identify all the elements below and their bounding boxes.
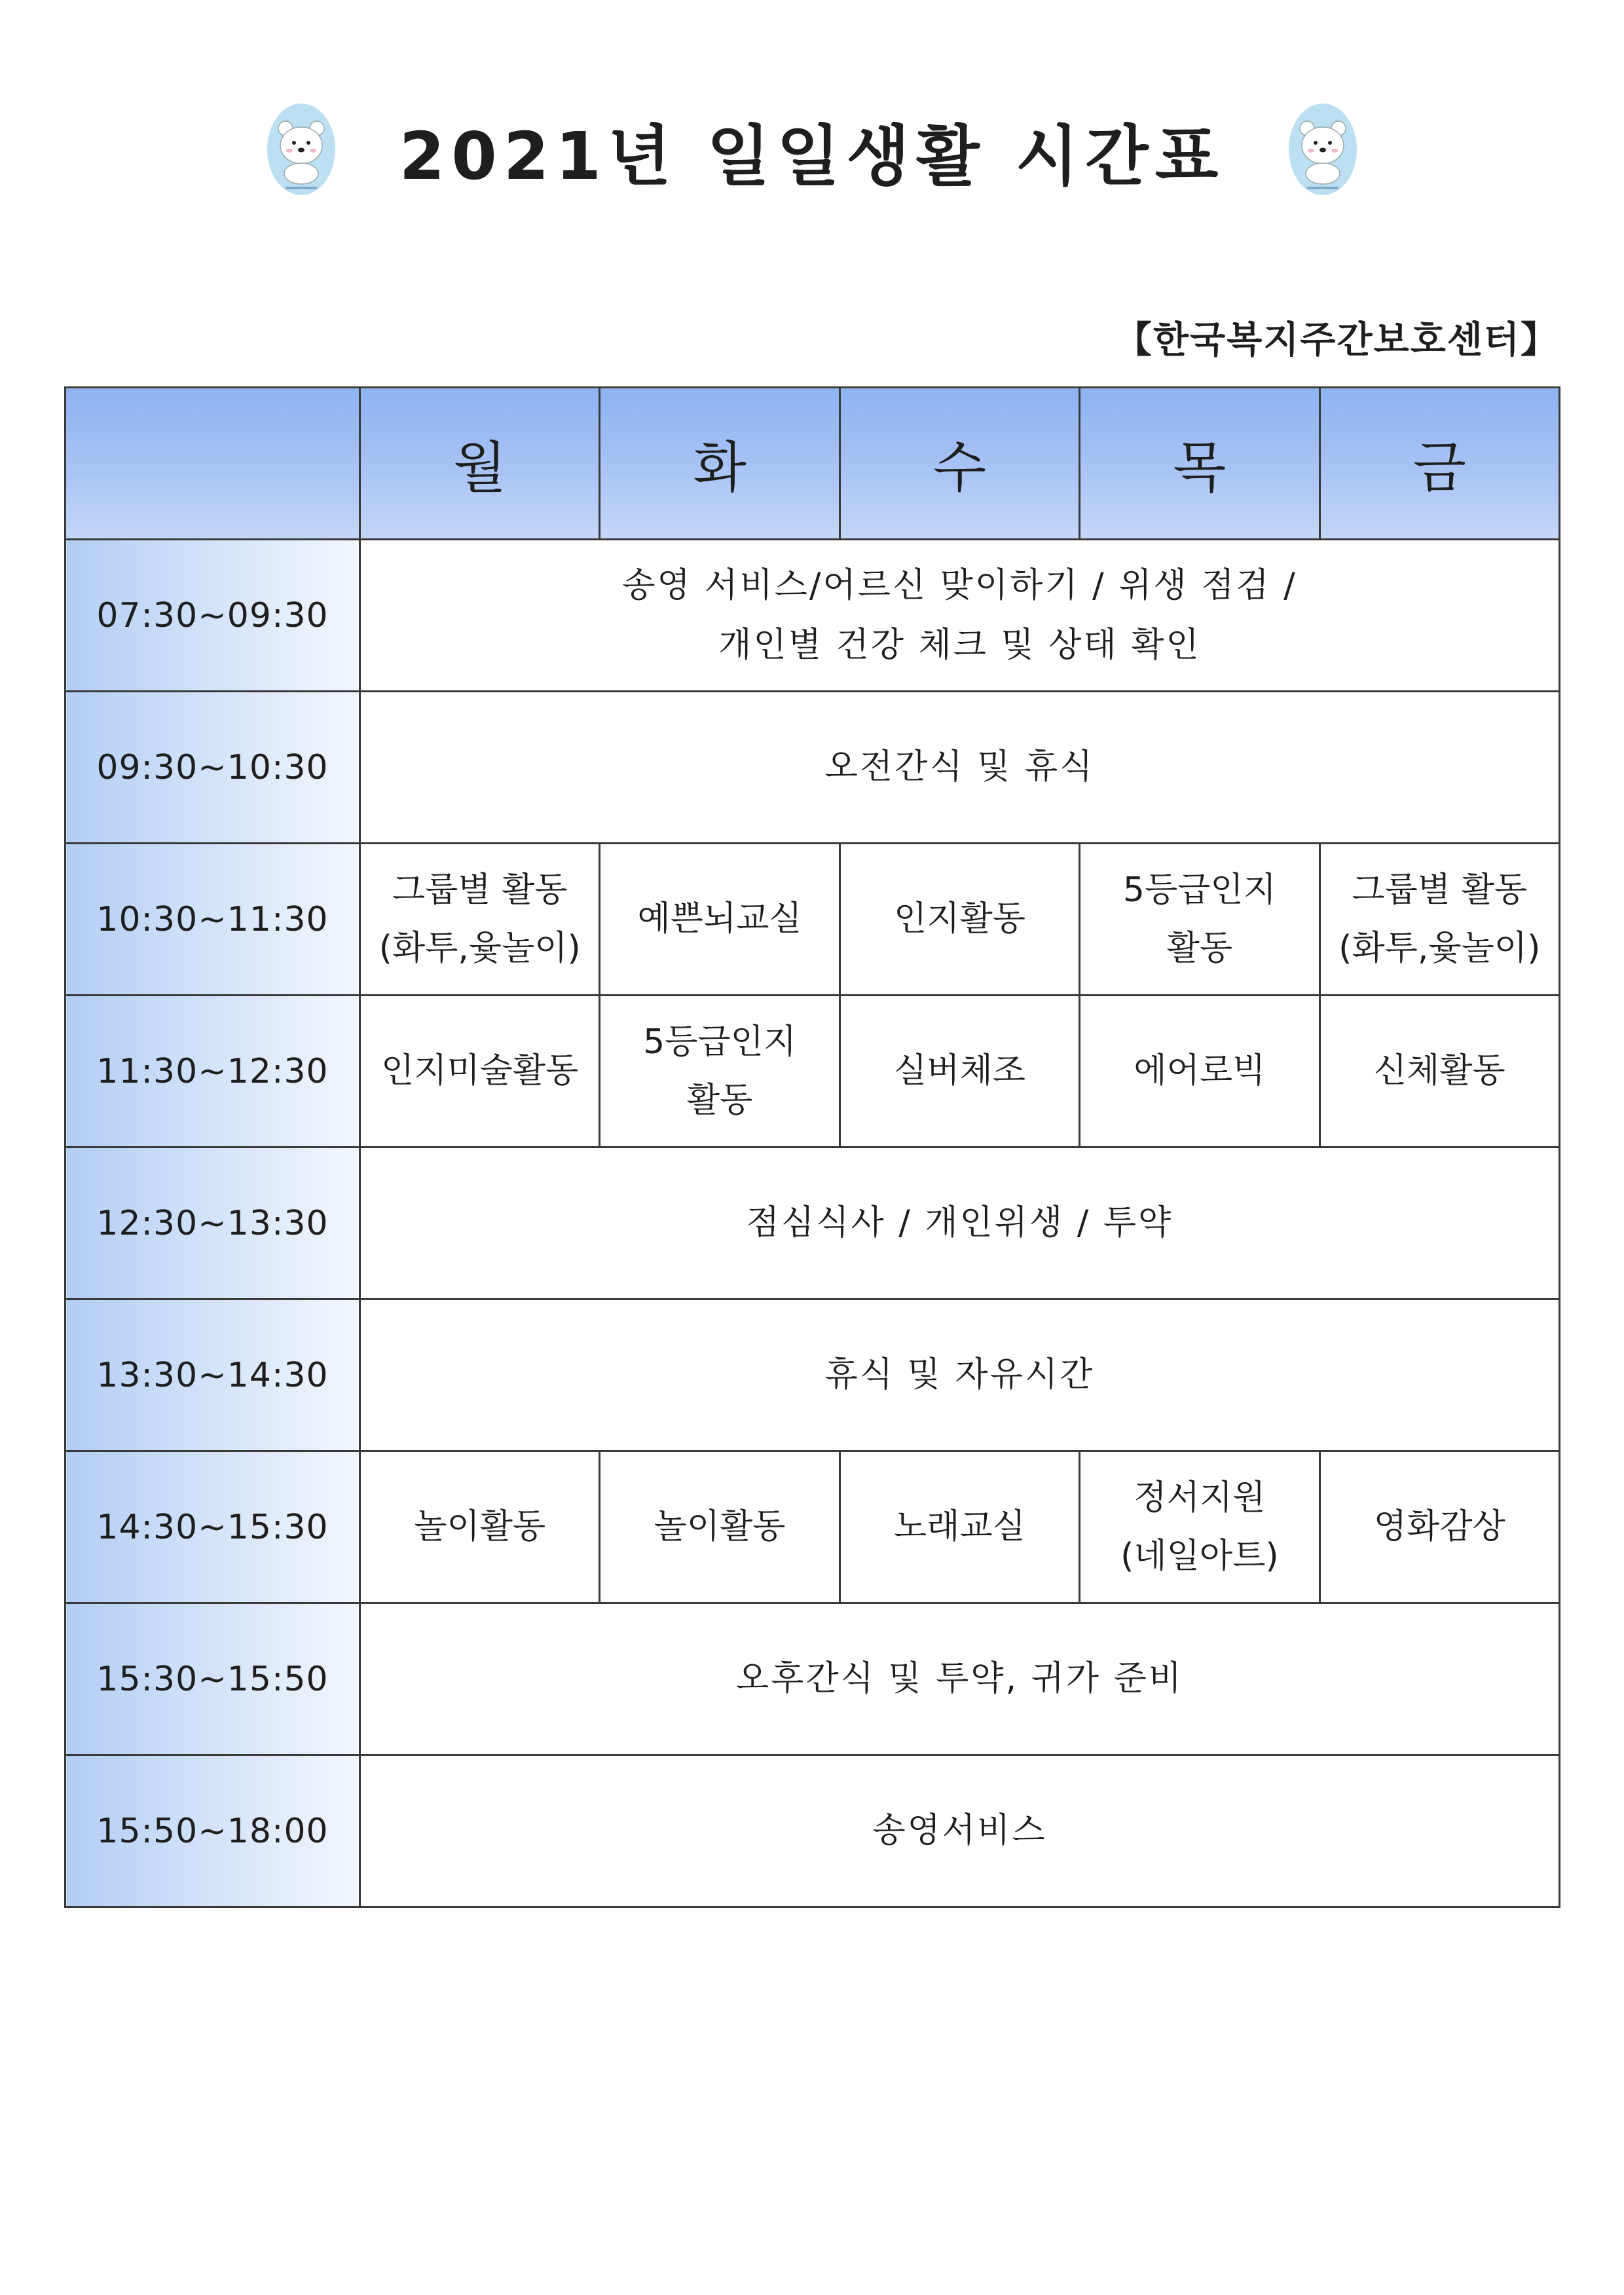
activity-cell-wed: [840, 1451, 1079, 1603]
activity-cell-fri: [1320, 1451, 1559, 1603]
activity-line: 에어로빅: [1134, 1051, 1266, 1091]
activity-line: 인지미술활동: [380, 1051, 579, 1091]
activity-cell-fri: [1320, 996, 1559, 1148]
table-row: [65, 692, 1560, 844]
activity-cell-mon: [360, 844, 600, 996]
schedule-table: [64, 386, 1560, 1908]
activity-cell-tue: [600, 844, 840, 996]
all-days-activity: [360, 1755, 1560, 1907]
activity-line: 활동: [1166, 928, 1233, 968]
activity-line: 5등급인지: [1122, 870, 1276, 910]
time-slot: 15:30~15:50: [65, 1603, 360, 1755]
time-slot: 11:30~12:30: [65, 996, 360, 1148]
activity-cell-thu: [1080, 1451, 1320, 1603]
activity-line: (네일아트): [1120, 1536, 1279, 1576]
day-header-row: [65, 388, 1560, 540]
activity-line: 예쁜뇌교실: [637, 899, 802, 939]
activity-cell-mon: [360, 1451, 600, 1603]
activity-line: (화투,윷놀이): [378, 928, 581, 968]
activity-line: 송영서비스: [872, 1811, 1047, 1850]
polar-bear-mascot-icon: [262, 98, 341, 203]
activity-cell-wed: [840, 996, 1079, 1148]
activity-line: 놀이활동: [654, 1507, 786, 1547]
all-days-activity: [360, 1603, 1560, 1755]
time-slot: 07:30~09:30: [65, 540, 360, 692]
table-row: [65, 540, 1560, 692]
all-days-activity: [360, 1148, 1560, 1299]
activity-line: (화투,윷놀이): [1338, 928, 1541, 968]
activity-line: 그룹별 활동: [1352, 870, 1528, 910]
activity-line: 5등급인지: [643, 1022, 797, 1062]
table-row: [65, 996, 1560, 1148]
day-header-tue: 화: [600, 388, 840, 540]
activity-line: 놀이활동: [414, 1507, 546, 1547]
activity-line: 오후간식 및 투약, 귀가 준비: [735, 1659, 1184, 1698]
activity-line: 활동: [686, 1080, 753, 1120]
activity-cell-tue: [600, 1451, 840, 1603]
time-slot: 13:30~14:30: [65, 1299, 360, 1451]
activity-cell-fri: [1320, 844, 1559, 996]
day-header-fri: 금: [1320, 388, 1559, 540]
header-corner-cell: [65, 388, 360, 540]
activity-line: 정서지원: [1134, 1478, 1266, 1518]
activity-line: 노래교실: [894, 1507, 1025, 1547]
polar-bear-mascot-icon: [1283, 98, 1362, 203]
activity-line: 신체활동: [1373, 1051, 1505, 1091]
activity-line: 오전간식 및 휴식: [824, 747, 1095, 787]
activity-cell-thu: [1080, 996, 1320, 1148]
day-header-mon: 월: [360, 388, 600, 540]
time-slot: 10:30~11:30: [65, 844, 360, 996]
activity-cell-wed: [840, 844, 1079, 996]
activity-cell-tue: [600, 996, 840, 1148]
table-row: [65, 1148, 1560, 1299]
day-header-wed: 수: [840, 388, 1079, 540]
activity-cell-mon: [360, 996, 600, 1148]
activity-line: 그룹별 활동: [392, 870, 568, 910]
organization-name: 【한국복지주간보호센터】: [1115, 319, 1559, 362]
activity-line: 개인별 건강 체크 및 상태 확인: [718, 625, 1201, 665]
activity-line: 송영 서비스/어르신 맞이하기 / 위생 점검 /: [622, 565, 1297, 605]
activity-line: 점심식사 / 개인위생 / 투약: [746, 1203, 1173, 1242]
table-row: [65, 844, 1560, 996]
time-slot: 12:30~13:30: [65, 1148, 360, 1299]
day-header-thu: 목: [1080, 388, 1320, 540]
activity-line: 영화감상: [1373, 1507, 1505, 1547]
time-slot: 14:30~15:30: [65, 1451, 360, 1603]
all-days-activity: [360, 692, 1560, 844]
all-days-activity: [360, 540, 1560, 692]
activity-line: 휴식 및 자유시간: [824, 1355, 1095, 1394]
title-row: [0, 85, 1624, 216]
table-row: [65, 1603, 1560, 1755]
page-title: 2021년 일일생활 시간표: [399, 118, 1225, 195]
time-slot: 15:50~18:00: [65, 1755, 360, 1907]
activity-line: 실버체조: [894, 1051, 1025, 1091]
table-row: [65, 1299, 1560, 1451]
activity-cell-thu: [1080, 844, 1320, 996]
table-row: [65, 1755, 1560, 1907]
table-row: [65, 1451, 1560, 1603]
all-days-activity: [360, 1299, 1560, 1451]
time-slot: 09:30~10:30: [65, 692, 360, 844]
activity-line: 인지활동: [894, 899, 1025, 939]
